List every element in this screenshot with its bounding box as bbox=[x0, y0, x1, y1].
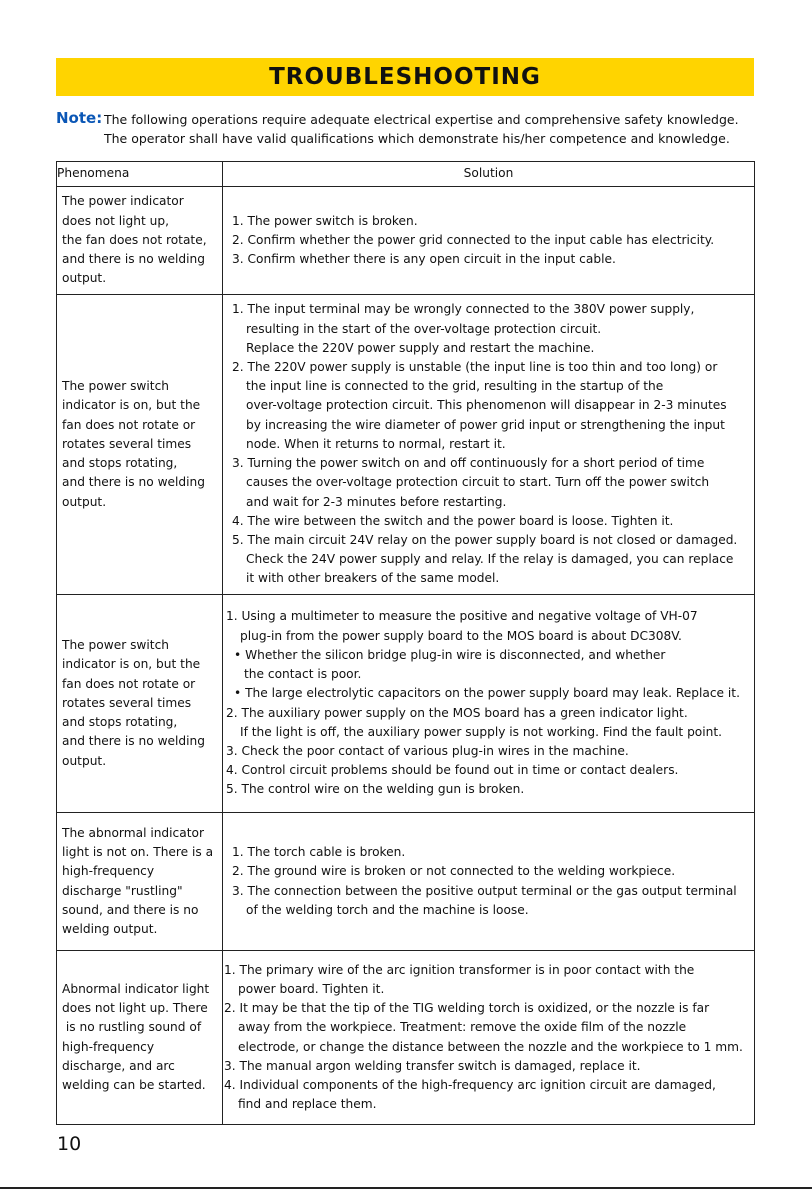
solution-line: 2. The 220V power supply is unstable (the input line is too thin and too long) or bbox=[232, 360, 718, 375]
phenomena-line: sound, and there is no bbox=[62, 902, 199, 917]
troubleshooting-table bbox=[56, 161, 755, 1125]
solution-cell bbox=[223, 187, 755, 295]
solution-line: 2. Confirm whether the power grid connected to the input cable has electricity. bbox=[232, 232, 715, 247]
bottom-divider bbox=[0, 1187, 812, 1189]
phenomena-line: The power switch bbox=[62, 379, 169, 394]
phenomena-line: and stops rotating, bbox=[62, 456, 178, 471]
solution-line: the input line is connected to the grid, resulting in the startup of the bbox=[246, 379, 664, 394]
table-row bbox=[57, 813, 755, 951]
note-line: The operator shall have valid qualifications which demonstrate his/her competence and knowledge. bbox=[104, 131, 730, 146]
solution-line: electrode, or change the distance between the nozzle and the workpiece to 1 mm. bbox=[238, 1039, 743, 1054]
solution-line: 5. The control wire on the welding gun is broken. bbox=[226, 782, 525, 797]
solution-line: node. When it returns to normal, restart it. bbox=[246, 436, 506, 451]
solution-line: 3. Check the poor contact of various plug-in wires in the machine. bbox=[226, 743, 629, 758]
table-header-row bbox=[57, 162, 755, 187]
solution-line: 2. It may be that the tip of the TIG welding torch is oxidized, or the nozzle is far bbox=[224, 1001, 710, 1016]
solution-line: find and replace them. bbox=[238, 1097, 377, 1112]
phenomena-line: The power indicator bbox=[62, 194, 184, 209]
solution-line: 3. Turning the power switch on and off continuously for a short period of time bbox=[232, 456, 705, 471]
phenomena-line: and there is no welding bbox=[62, 252, 206, 267]
phenomena-line: welding output. bbox=[62, 921, 158, 936]
solution-line: 4. Control circuit problems should be found out in time or contact dealers. bbox=[226, 763, 679, 778]
solution-line: If the light is off, the auxiliary power supply is not working. Find the fault point. bbox=[240, 724, 723, 739]
solution-line: 4. Individual components of the high-frequency arc ignition circuit are damaged, bbox=[224, 1077, 716, 1092]
solution-line: 3. The manual argon welding transfer switch is damaged, replace it. bbox=[224, 1058, 641, 1073]
solution-line: it with other breakers of the same model. bbox=[246, 571, 500, 586]
solution-cell bbox=[223, 951, 755, 1125]
solution-line: • Whether the silicon bridge plug-in wire is disconnected, and whether bbox=[234, 647, 666, 662]
solution-line: 1. The torch cable is broken. bbox=[232, 845, 406, 860]
solution-cell bbox=[223, 295, 755, 595]
solution-line: 2. The ground wire is broken or not connected to the welding workpiece. bbox=[232, 864, 676, 879]
solution-line: 4. The wire between the switch and the power board is loose. Tighten it. bbox=[232, 513, 674, 528]
phenomena-line: indicator is on, but the bbox=[62, 657, 201, 672]
table-row bbox=[57, 295, 755, 595]
solution-line: 1. Using a multimeter to measure the positive and negative voltage of VH-07 bbox=[226, 609, 698, 624]
solution-line: resulting in the start of the over-voltage protection circuit. bbox=[246, 321, 602, 336]
solution-line: 3. The connection between the positive output terminal or the gas output terminal bbox=[232, 883, 737, 898]
header-solution: Solution bbox=[223, 162, 755, 187]
solution-line: 1. The power switch is broken. bbox=[232, 213, 418, 228]
phenomena-line: fan does not rotate or bbox=[62, 417, 196, 432]
solution-line: Replace the 220V power supply and restart the machine. bbox=[246, 340, 595, 355]
table-row bbox=[57, 595, 755, 813]
phenomena-line: and stops rotating, bbox=[62, 715, 178, 730]
solution-line: by increasing the wire diameter of power grid input or strengthening the input bbox=[246, 417, 725, 432]
solution-line: 1. The input terminal may be wrongly connected to the 380V power supply, bbox=[232, 302, 695, 317]
phenomena-line: The abnormal indicator bbox=[62, 825, 204, 840]
phenomena-line: high-frequency bbox=[62, 1039, 155, 1054]
solution-line: 1. The primary wire of the arc ignition transformer is in poor contact with the bbox=[224, 962, 695, 977]
page-number: 10 bbox=[57, 1133, 82, 1155]
phenomena-line: The power switch bbox=[62, 638, 169, 653]
phenomena-line: Abnormal indicator light bbox=[62, 981, 210, 996]
phenomena-line: indicator is on, but the bbox=[62, 398, 201, 413]
phenomena-line: fan does not rotate or bbox=[62, 676, 196, 691]
solution-line: away from the workpiece. Treatment: remove the oxide film of the nozzle bbox=[238, 1020, 687, 1035]
phenomena-line: high-frequency bbox=[62, 864, 155, 879]
table-row bbox=[57, 951, 755, 1125]
table-row bbox=[57, 187, 755, 295]
phenomena-line: rotates several times bbox=[62, 436, 192, 451]
phenomena-cell bbox=[57, 951, 223, 1125]
phenomena-cell bbox=[57, 295, 223, 595]
page-title: TROUBLESHOOTING bbox=[269, 64, 541, 90]
phenomena-line: does not light up. There bbox=[62, 1001, 208, 1016]
header-phenomena: Phenomena bbox=[57, 162, 223, 187]
note-label: Note: bbox=[56, 109, 103, 127]
solution-line: Check the 24V power supply and relay. If the relay is damaged, you can replace bbox=[246, 552, 734, 567]
solution-cell bbox=[223, 595, 755, 813]
phenomena-line: and there is no welding bbox=[62, 734, 206, 749]
phenomena-line: is no rustling sound of bbox=[62, 1020, 202, 1035]
solution-line: and wait for 2-3 minutes before restarting. bbox=[246, 494, 507, 509]
phenomena-line: rotates several times bbox=[62, 695, 192, 710]
solution-line: causes the over-voltage protection circuit to start. Turn off the power switch bbox=[246, 475, 710, 490]
solution-line: of the welding torch and the machine is loose. bbox=[246, 902, 529, 917]
title-banner bbox=[56, 58, 754, 96]
phenomena-line: discharge "rustling" bbox=[62, 883, 183, 898]
safety-note bbox=[56, 110, 761, 148]
solution-line: the contact is poor. bbox=[244, 667, 362, 682]
phenomena-cell bbox=[57, 813, 223, 951]
phenomena-cell bbox=[57, 595, 223, 813]
phenomena-line: light is not on. There is a bbox=[62, 845, 214, 860]
phenomena-line: discharge, and arc bbox=[62, 1058, 175, 1073]
solution-line: power board. Tighten it. bbox=[238, 981, 385, 996]
phenomena-line: and there is no welding bbox=[62, 475, 206, 490]
phenomena-line: the fan does not rotate, bbox=[62, 232, 207, 247]
solution-line: over-voltage protection circuit. This phenomenon will disappear in 2-3 minutes bbox=[246, 398, 727, 413]
note-line: The following operations require adequate electrical expertise and comprehensive safety knowledge. bbox=[104, 112, 739, 127]
solution-line: • The large electrolytic capacitors on the power supply board may leak. Replace it. bbox=[234, 686, 740, 701]
solution-line: 5. The main circuit 24V relay on the power supply board is not closed or damaged. bbox=[232, 532, 738, 547]
solution-line: 2. The auxiliary power supply on the MOS board has a green indicator light. bbox=[226, 705, 688, 720]
phenomena-line: output. bbox=[62, 753, 107, 768]
solution-cell bbox=[223, 813, 755, 951]
solution-line: plug-in from the power supply board to the MOS board is about DC308V. bbox=[240, 628, 682, 643]
solution-line: 3. Confirm whether there is any open circuit in the input cable. bbox=[232, 252, 616, 267]
phenomena-line: welding can be started. bbox=[62, 1077, 206, 1092]
phenomena-line: output. bbox=[62, 494, 107, 509]
phenomena-cell bbox=[57, 187, 223, 295]
phenomena-line: output. bbox=[62, 271, 107, 286]
phenomena-line: does not light up, bbox=[62, 213, 169, 228]
